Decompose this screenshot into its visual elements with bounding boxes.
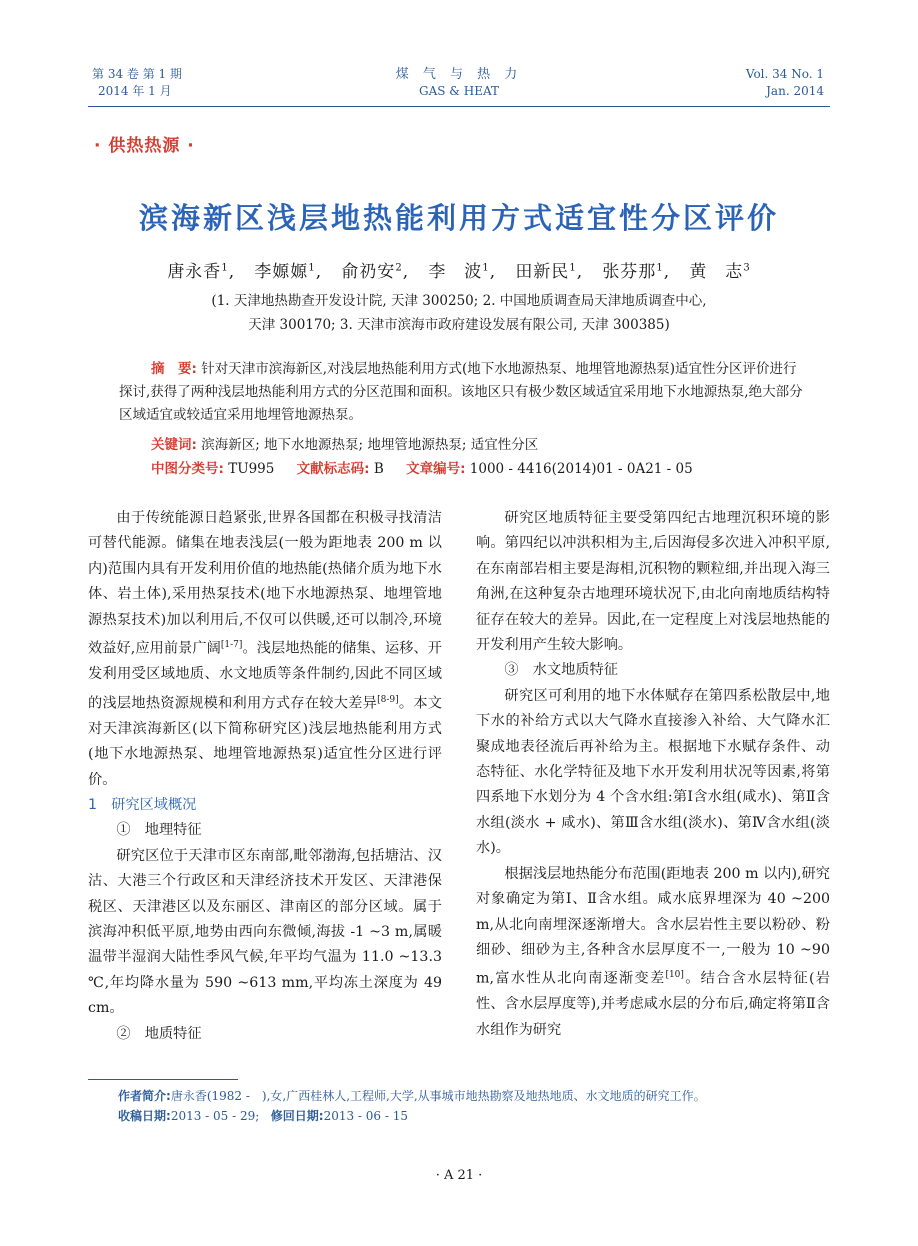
revised-label: 修回日期:: [270, 1109, 324, 1123]
body-paragraph: 根据浅层地热能分布范围(距地表 200 m 以内),研究对象确定为第Ⅰ、Ⅱ含水组。咸水底界埋深为 40 ~200 m,从北向南埋深逐渐增大。含水层岩性主要以粉砂、粉细砂、细砂为主,各种含水层厚度不一,一般为 10 ~90 m,富水性从北向南逐渐变差[10]。结合含水层特征(岩性、含水层厚度等),并考虑咸水层的分布后,确定将第Ⅱ含水组作为研究: [476, 865, 830, 1038]
affiliation-line: (1. 天津地热勘查开发设计院, 天津 300250; 2. 中国地质调查局天津地质调查中心,: [211, 293, 707, 309]
author: 田新民$^1$: [515, 262, 577, 282]
body-paragraph: 研究区地质特征主要受第四纪古地理沉积环境的影响。第四纪以冲洪积相为主,后因海侵多次进入冲积平原,在东南部岩相主要是海相,沉积物的颗粒细,并出现入海三角洲,在这种复杂古地理环境状况下,由北向南地质结构特征存在较大的差异。因此,在一定程度上对浅层地热能的开发利用产生较大影响。: [476, 510, 830, 654]
citation: [8-9]: [377, 694, 399, 705]
doc-code-value: B: [373, 461, 384, 477]
paper-title: 滨海新区浅层地热能利用方式适宜性分区评价: [138, 201, 779, 235]
journal-name-cn: 煤 气 与 热 力: [395, 67, 523, 82]
section-heading: 1 研究区域概况: [88, 796, 197, 813]
article-no-value: 1000 - 4416(2014)01 - 0A21 - 05: [469, 461, 693, 477]
page-number: · A 21 ·: [435, 1168, 483, 1183]
abstract-label: 摘 要:: [151, 361, 197, 377]
author: 黄 志$^3$: [689, 262, 751, 282]
received-label: 收稿日期:: [118, 1109, 171, 1123]
abstract: [119, 358, 803, 427]
header-divider: [88, 106, 830, 107]
doc-code-label: 文献标志码:: [296, 461, 370, 477]
body-paragraph: 研究区位于天津市区东南部,毗邻渤海,包括塘沽、汉沽、大港三个行政区和天津经济技术开发区、天津港保税区、天津港区以及东丽区、津南区的部分区域。属于滨海冲积低平原,地势由西向东微倾,海拔 -1 ~3 m,属暖温带半湿润大陆性季风气候,年平均气温为 11.0 ~13.3 ℃,年均降水量为 590 ~613 mm,平均冻土深度为 49 cm。: [88, 847, 442, 1017]
clc-value: TU995: [228, 461, 275, 477]
author: 李嫄嫄$^1$: [254, 262, 316, 282]
footnote: [118, 1086, 706, 1126]
journal-volume: 第 34 卷 第 1 期: [92, 67, 182, 81]
received-value: 2013 - 05 - 29;: [170, 1109, 260, 1123]
affiliation-line: 天津 300170; 3. 天津市滨海市政府建设发展有限公司, 天津 300385): [248, 317, 670, 333]
journal-date-en: Jan. 2014: [766, 84, 824, 98]
abstract-text: 针对天津市滨海新区,对浅层地热能利用方式(地下水地源热泵、地埋管地源热泵)适宜性分区评价进行探讨,获得了两种浅层地热能利用方式的分区范围和面积。该地区只有极少数区域适宜采用地下水地源热泵,绝大部分区域适宜或较适宜采用地埋管地源热泵。: [119, 361, 803, 423]
keywords: [151, 434, 538, 457]
author-bio: [118, 1086, 706, 1106]
subsection-heading: ① 地理特征: [116, 822, 202, 839]
author-bio-label: 作者简介:: [118, 1089, 171, 1103]
footnote-divider: [88, 1079, 238, 1080]
classification-line: [151, 458, 693, 481]
author: 张芬那$^1$: [602, 262, 664, 282]
author-list: 唐永香$^1$, 李嫄嫄$^1$, 俞礽安$^2$, 李 波$^1$, 田新民$^1$, 张芬那$^1$, 黄 志$^3$: [167, 262, 751, 282]
subsection-heading: ③ 水文地质特征: [504, 662, 618, 679]
journal-volume-en: Vol. 34 No. 1: [745, 67, 824, 81]
journal-issue-en: [746, 66, 824, 100]
revised-value: 2013 - 06 - 15: [323, 1109, 409, 1123]
citation: [1-7]: [220, 640, 243, 651]
keywords-text: 滨海新区; 地下水地源热泵; 地埋管地源热泵; 适宜性分区: [201, 437, 539, 453]
body-paragraph: 由于传统能源日趋紧张,世界各国都在积极寻找清洁可替代能源。储集在地表浅层(一般为距地表 200 m 以内)范围内具有开发利用价值的地热能(热储介质为地下水体、岩土体),采用热泵技术(地下水地源热泵、地埋管地源热泵技术)加以利用后,不仅可以供暖,还可以制冷,环境效益好,应用前景广阔[1-7]。浅层地热能的储集、运移、开发利用受区域地质、水文地质等条件制约,因此不同区域的浅层地热资源规模和利用方式存在较大差异[8-9]。本文对天津滨海新区(以下简称研究区)浅层地热能利用方式(地下水地源热泵、地埋管地源热泵)适宜性分区进行评价。: [88, 510, 442, 788]
section-tag: · 供热热源 ·: [94, 136, 195, 156]
author: 唐永香$^1$: [167, 262, 229, 282]
citation: [10]: [665, 970, 684, 981]
affiliations: [0, 289, 918, 337]
right-column: [476, 506, 830, 1043]
dates: [118, 1106, 706, 1126]
left-column: [88, 506, 442, 1047]
subsection-heading: ② 地质特征: [116, 1025, 202, 1042]
journal-name-en: GAS & HEAT: [418, 84, 500, 98]
journal-date: 2014 年 1 月: [98, 84, 172, 98]
author-bio-text: 唐永香(1982 - ),女,广西桂林人,工程师,大学,从事城市地热勘察及地热地质、水文地质的研究工作。: [170, 1089, 706, 1103]
clc-label: 中图分类号:: [151, 461, 224, 477]
author: 李 波$^1$: [428, 262, 490, 282]
author: 俞礽安$^2$: [341, 262, 403, 282]
article-no-label: 文章编号:: [406, 461, 466, 477]
body-paragraph: 研究区可利用的地下水体赋存在第四系松散层中,地下水的补给方式以大气降水直接渗入补给、大气降水汇聚成地表径流后再补给为主。根据地下水赋存条件、动态特征、水化学特征及地下水开发利用状况等因素,将第四系地下水划分为 4 个含水组:第Ⅰ含水组(咸水)、第Ⅱ含水组(淡水 + 咸水)、第Ⅲ含水组(淡水)、第Ⅳ含水组(淡水)。: [476, 687, 830, 857]
keywords-label: 关键词:: [151, 437, 197, 453]
